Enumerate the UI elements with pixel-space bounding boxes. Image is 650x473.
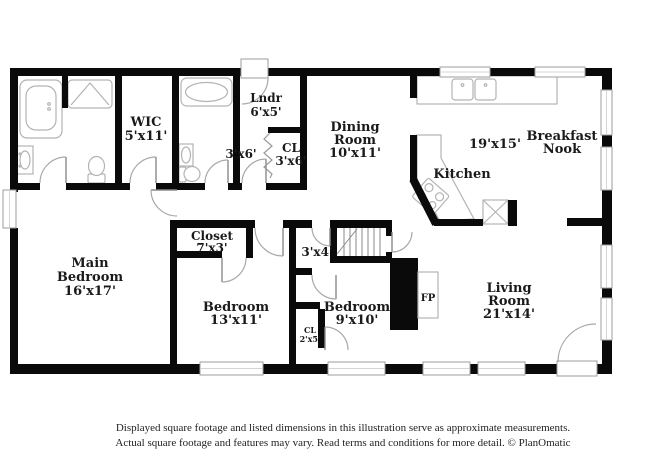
room-label-dining: Dining: [330, 120, 380, 135]
room-label-closet-3x6: CL: [282, 141, 300, 155]
door-swing-icon: [325, 327, 348, 350]
disclaimer-line-2: Actual square footage and features may vary. Read terms and conditions for more detail. © PlanOmatic: [115, 437, 571, 449]
window-icon: [200, 362, 263, 375]
toilet-icon: [179, 167, 200, 183]
room-size-wic: 5'x11': [124, 129, 168, 144]
room-size-bedroom-13x11: 13'x11': [210, 313, 262, 328]
room-size-dining: 10'x11': [329, 146, 381, 161]
disclaimer: [115, 422, 570, 449]
room-size-hall-3x4: 3'x4': [301, 245, 333, 259]
room-label-kitchen: Kitchen: [433, 167, 491, 182]
room-label-wic: WIC: [130, 115, 162, 130]
sink-icon: [17, 146, 33, 174]
room-label-bedroom-13x11: Bedroom: [202, 300, 270, 315]
room-label-main-bedroom: Bedroom: [56, 270, 124, 285]
room-label-laundry: Lndr: [250, 91, 282, 105]
door-swing-icon: [222, 258, 246, 282]
room-label-dining: Room: [334, 133, 376, 148]
door-swing-icon: [151, 190, 177, 216]
door-swing-icon: [242, 159, 266, 183]
room-label-living: Room: [488, 294, 530, 309]
door-swing-icon: [205, 160, 228, 183]
door-swing-icon: [40, 157, 66, 183]
fireplace-icon: [390, 258, 418, 330]
toilet-icon: [88, 157, 105, 184]
window-icon: [601, 90, 612, 135]
disclaimer-line-1: Displayed square footage and listed dimensions in this illustration serve as approximate measurements.: [115, 422, 571, 434]
room-size-main-bedroom: 16'x17': [64, 284, 116, 299]
window-icon: [328, 362, 385, 375]
door-swing-icon: [312, 228, 330, 246]
appliance-x-icon: [483, 200, 508, 224]
door-swing-icon: [255, 228, 283, 256]
bathtub-icon: [181, 78, 232, 106]
door-swing-icon: [130, 157, 156, 183]
window-icon: [601, 298, 612, 340]
room-size-bedroom-9x10: 9'x10': [335, 313, 379, 328]
window-icon: [478, 362, 525, 375]
room-size-living: 21'x14': [483, 307, 535, 322]
window-icon: [440, 67, 490, 77]
shower-icon: [68, 80, 112, 108]
room-label-breakfast-nook: Breakfast: [526, 129, 598, 144]
window-icon: [3, 190, 16, 228]
window-icon: [601, 245, 612, 288]
room-size-kitchen: 19'x15': [469, 137, 521, 152]
room-size-closet-3x6: 3'x6': [275, 154, 307, 168]
room-label-closet-7x3: Closet: [190, 229, 234, 243]
bathtub-icon: [20, 80, 62, 138]
room-size-laundry: 6'x5': [250, 105, 282, 119]
room-size-closet-2x5: 2'x5': [299, 334, 321, 344]
window-icon: [601, 147, 612, 190]
room-size-hall-3x6: 3'x6': [225, 147, 257, 161]
stairs-icon: [337, 228, 380, 256]
room-label-living: Living: [486, 281, 532, 296]
room-label-breakfast-nook: Nook: [542, 142, 582, 157]
door-swing-icon: [557, 324, 597, 376]
accordion-door-icon: [264, 133, 272, 178]
door-swing-icon: [312, 275, 336, 299]
fireplace-label: FP: [420, 293, 436, 304]
room-size-closet-7x3: 7'x3': [196, 241, 228, 255]
sink-icon: [179, 144, 193, 166]
room-label-closet-2x5: CL: [304, 325, 316, 335]
window-icon: [423, 362, 470, 375]
window-icon: [535, 67, 585, 77]
room-label-bedroom-9x10: Bedroom: [323, 300, 391, 315]
room-label-main-bedroom: Main: [71, 256, 109, 271]
door-swing-icon: [392, 232, 412, 252]
